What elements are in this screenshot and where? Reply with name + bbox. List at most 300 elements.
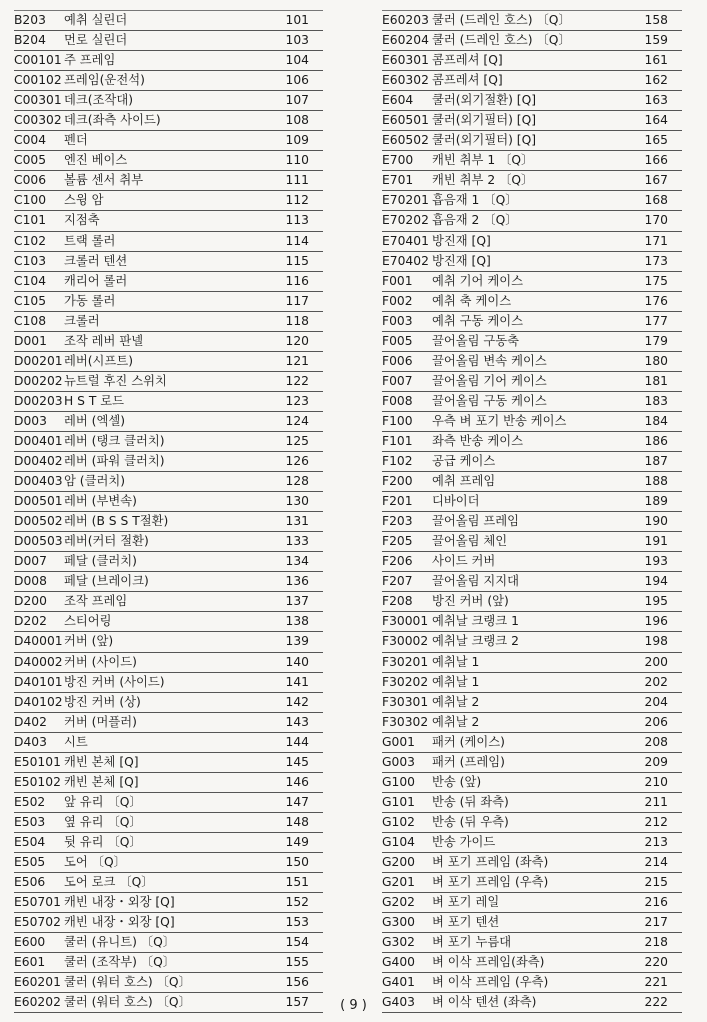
part-name: 쿨러(외기절환) [Q] bbox=[432, 93, 537, 108]
part-code: E504 bbox=[14, 834, 46, 849]
page-ref: 150 bbox=[285, 854, 309, 869]
part-name: 캐빈 본체 [Q] bbox=[64, 774, 139, 789]
page-ref: 120 bbox=[285, 333, 309, 348]
part-code: F30002 bbox=[382, 634, 429, 649]
index-row bbox=[14, 232, 323, 252]
page-ref: 171 bbox=[644, 233, 668, 248]
part-code: C100 bbox=[14, 193, 47, 208]
index-row bbox=[14, 793, 323, 813]
part-code: F208 bbox=[382, 594, 413, 609]
part-code: G300 bbox=[382, 915, 415, 930]
page-ref: 193 bbox=[644, 554, 668, 569]
part-code: D00401 bbox=[14, 433, 63, 448]
part-name: 우측 벼 포기 반송 케이스 bbox=[432, 413, 567, 428]
part-code: C00302 bbox=[14, 113, 62, 128]
part-name: 쿨러(외기필터) [Q] bbox=[432, 113, 537, 128]
part-name: 쿨러 (드레인 호스) 〔Q〕 bbox=[432, 33, 571, 48]
part-code: E60201 bbox=[14, 975, 61, 990]
part-name: 방진 커버 (상) bbox=[64, 694, 141, 709]
part-code: C103 bbox=[14, 253, 47, 268]
part-code: D403 bbox=[14, 734, 47, 749]
index-row bbox=[14, 191, 323, 211]
part-code: D40101 bbox=[14, 674, 63, 689]
part-name: 쿨러 (유니트) 〔Q〕 bbox=[64, 935, 176, 950]
index-row bbox=[14, 733, 323, 753]
part-code: E60204 bbox=[382, 33, 429, 48]
part-code: B204 bbox=[14, 33, 46, 48]
part-code: C102 bbox=[14, 233, 47, 248]
part-code: C00101 bbox=[14, 53, 62, 68]
page-ref: 128 bbox=[285, 474, 309, 489]
part-code: D00501 bbox=[14, 494, 63, 509]
index-row bbox=[14, 713, 323, 733]
part-code: C105 bbox=[14, 293, 47, 308]
part-code: F102 bbox=[382, 454, 413, 469]
index-row bbox=[382, 91, 682, 111]
page-ref: 144 bbox=[285, 734, 309, 749]
part-code: E701 bbox=[382, 173, 414, 188]
page-ref: 183 bbox=[644, 393, 668, 408]
index-row bbox=[382, 653, 682, 673]
page-ref: 202 bbox=[644, 674, 668, 689]
page-ref: 204 bbox=[644, 694, 668, 709]
part-code: F005 bbox=[382, 333, 413, 348]
part-code: E700 bbox=[382, 153, 414, 168]
part-name: 좌측 반송 케이스 bbox=[432, 433, 523, 448]
part-name: 레버(커터 절환) bbox=[64, 534, 149, 549]
index-row bbox=[14, 71, 323, 91]
part-name: 뉴트럴 후진 스위치 bbox=[64, 373, 167, 388]
part-name: 지점축 bbox=[64, 213, 100, 228]
index-row bbox=[14, 492, 323, 512]
part-code: G102 bbox=[382, 814, 415, 829]
part-name: 패커 (프레임) bbox=[432, 754, 505, 769]
page-ref: 214 bbox=[644, 854, 668, 869]
page-ref: 110 bbox=[285, 153, 309, 168]
part-name: 예취날 크랭크 2 bbox=[432, 634, 519, 649]
part-name: 캐빈 취부 1 〔Q〕 bbox=[432, 153, 534, 168]
index-row bbox=[382, 512, 682, 532]
page-ref: 188 bbox=[644, 474, 668, 489]
page-ref: 206 bbox=[644, 714, 668, 729]
part-name: 트랙 롤러 bbox=[64, 233, 116, 248]
part-code: F206 bbox=[382, 554, 413, 569]
page-ref: 151 bbox=[285, 875, 309, 890]
part-code: F007 bbox=[382, 373, 413, 388]
part-name: 끌어올림 구동축 bbox=[432, 333, 520, 348]
index-row bbox=[382, 51, 682, 71]
index-row bbox=[382, 412, 682, 432]
index-row bbox=[14, 392, 323, 412]
part-code: F003 bbox=[382, 313, 413, 328]
part-code: E60203 bbox=[382, 13, 429, 27]
part-name: 끌어올림 기어 케이스 bbox=[432, 373, 547, 388]
page-ref: 101 bbox=[285, 13, 309, 27]
part-code: G403 bbox=[382, 995, 415, 1010]
page-ref: 215 bbox=[644, 875, 668, 890]
index-row bbox=[382, 312, 682, 332]
page-ref: 176 bbox=[644, 293, 668, 308]
index-row bbox=[382, 252, 682, 272]
index-row bbox=[14, 632, 323, 652]
page-ref: 213 bbox=[644, 834, 668, 849]
page-ref: 125 bbox=[285, 433, 309, 448]
page-ref: 124 bbox=[285, 413, 309, 428]
page-ref: 162 bbox=[644, 73, 668, 88]
part-name: 앞 유리 〔Q〕 bbox=[64, 794, 142, 809]
page-ref: 133 bbox=[285, 534, 309, 549]
index-row bbox=[14, 512, 323, 532]
part-name: 캐빈 내장・외장 [Q] bbox=[64, 895, 175, 910]
page-ref: 163 bbox=[644, 93, 668, 108]
part-code: D402 bbox=[14, 714, 47, 729]
page-ref: 139 bbox=[285, 634, 309, 649]
part-name: 예취날 1 bbox=[432, 654, 480, 669]
part-name: 커버 (사이드) bbox=[64, 654, 137, 669]
index-row bbox=[382, 171, 682, 191]
part-code: E50702 bbox=[14, 915, 61, 930]
part-name: 벼 포기 텐션 bbox=[432, 915, 500, 930]
part-name: 예취 축 케이스 bbox=[432, 293, 512, 308]
part-name: 레버 (파워 클러치) bbox=[64, 454, 165, 469]
index-row bbox=[14, 612, 323, 632]
index-row bbox=[382, 452, 682, 472]
page-ref: 164 bbox=[644, 113, 668, 128]
part-code: E70201 bbox=[382, 193, 429, 208]
page-ref: 137 bbox=[285, 594, 309, 609]
part-code: F30302 bbox=[382, 714, 429, 729]
part-code: E601 bbox=[14, 955, 46, 970]
part-name: 방진 커버 (앞) bbox=[432, 594, 509, 609]
part-name: 예취 프레임 bbox=[432, 474, 496, 489]
part-code: G200 bbox=[382, 854, 415, 869]
part-name: 끌어올림 체인 bbox=[432, 534, 508, 549]
index-row bbox=[14, 332, 323, 352]
page-ref: 194 bbox=[644, 574, 668, 589]
part-code: D00403 bbox=[14, 474, 63, 489]
part-name: 벼 포기 레일 bbox=[432, 895, 500, 910]
part-name: 벼 이삭 프레임(좌측) bbox=[432, 955, 545, 970]
index-column-right bbox=[382, 10, 682, 1013]
part-name: 쿨러 (워터 호스) 〔Q〕 bbox=[64, 975, 191, 990]
part-name: 예취날 2 bbox=[432, 714, 480, 729]
index-row bbox=[14, 472, 323, 492]
page-ref: 208 bbox=[644, 734, 668, 749]
page-ref: 143 bbox=[285, 714, 309, 729]
part-code: E60302 bbox=[382, 73, 429, 88]
part-name: 데크(조작대) bbox=[64, 93, 133, 108]
part-code: F200 bbox=[382, 474, 413, 489]
index-row bbox=[14, 10, 323, 31]
part-code: E50101 bbox=[14, 754, 61, 769]
index-row bbox=[382, 693, 682, 713]
part-code: C108 bbox=[14, 313, 47, 328]
page-ref: 167 bbox=[644, 173, 668, 188]
part-name: 사이드 커버 bbox=[432, 554, 496, 569]
index-row bbox=[382, 232, 682, 252]
part-code: E60502 bbox=[382, 133, 429, 148]
part-code: E604 bbox=[382, 93, 414, 108]
part-name: 디바이더 bbox=[432, 494, 480, 509]
part-name: 크롤러 텐션 bbox=[64, 253, 128, 268]
part-code: G100 bbox=[382, 774, 415, 789]
page-ref: 148 bbox=[285, 814, 309, 829]
page-ref: 141 bbox=[285, 674, 309, 689]
part-name: 먼로 실린더 bbox=[64, 33, 128, 48]
index-row bbox=[382, 592, 682, 612]
page-ref: 115 bbox=[285, 253, 309, 268]
part-name: 벼 이삭 텐션 (좌측) bbox=[432, 995, 537, 1010]
page-ref: 175 bbox=[644, 273, 668, 288]
index-row bbox=[382, 833, 682, 853]
part-name: 벼 포기 프레임 (우측) bbox=[432, 875, 549, 890]
page-ref: 173 bbox=[644, 253, 668, 268]
page-ref: 200 bbox=[644, 654, 668, 669]
index-row bbox=[14, 151, 323, 171]
part-code: G202 bbox=[382, 895, 415, 910]
part-name: 콤프레셔 [Q] bbox=[432, 53, 503, 68]
part-code: C004 bbox=[14, 133, 47, 148]
part-name: 벼 포기 프레임 (좌측) bbox=[432, 854, 549, 869]
part-code: G201 bbox=[382, 875, 415, 890]
page-ref: 210 bbox=[644, 774, 668, 789]
page-ref: 142 bbox=[285, 694, 309, 709]
part-code: C00301 bbox=[14, 93, 62, 108]
index-row bbox=[382, 753, 682, 773]
page-ref: 211 bbox=[644, 794, 668, 809]
index-row bbox=[382, 673, 682, 693]
index-row bbox=[382, 71, 682, 91]
part-name: 방진재 [Q] bbox=[432, 253, 491, 268]
index-row bbox=[382, 432, 682, 452]
page-number: ( 9 ) bbox=[340, 998, 367, 1013]
part-name: 방진 커버 (사이드) bbox=[64, 674, 165, 689]
page-ref: 145 bbox=[285, 754, 309, 769]
part-code: D40002 bbox=[14, 654, 63, 669]
part-code: D003 bbox=[14, 413, 47, 428]
part-code: C00102 bbox=[14, 73, 62, 88]
index-row bbox=[14, 753, 323, 773]
part-code: F203 bbox=[382, 514, 413, 529]
index-row bbox=[14, 292, 323, 312]
index-row bbox=[14, 973, 323, 993]
part-name: 페달 (클러치) bbox=[64, 554, 137, 569]
page-ref: 136 bbox=[285, 574, 309, 589]
page-ref: 187 bbox=[644, 454, 668, 469]
part-name: 예취 실린더 bbox=[64, 13, 128, 27]
index-row bbox=[382, 332, 682, 352]
page-ref: 189 bbox=[644, 494, 668, 509]
page-ref: 157 bbox=[285, 995, 309, 1010]
page-ref: 180 bbox=[644, 353, 668, 368]
part-code: F30001 bbox=[382, 614, 429, 629]
part-name: 커버 (머플러) bbox=[64, 714, 137, 729]
index-row bbox=[14, 432, 323, 452]
part-code: D00402 bbox=[14, 454, 63, 469]
part-code: F002 bbox=[382, 293, 413, 308]
page-ref: 111 bbox=[285, 173, 309, 188]
part-code: D007 bbox=[14, 554, 47, 569]
page-ref: 154 bbox=[285, 935, 309, 950]
part-name: 벼 포기 누름대 bbox=[432, 935, 512, 950]
page-ref: 153 bbox=[285, 915, 309, 930]
part-name: 엔진 베이스 bbox=[64, 153, 128, 168]
part-name: 흡음재 1 〔Q〕 bbox=[432, 193, 518, 208]
index-row bbox=[382, 352, 682, 372]
page-ref: 116 bbox=[285, 273, 309, 288]
index-row bbox=[14, 452, 323, 472]
part-name: 끌어올림 프레임 bbox=[432, 514, 520, 529]
index-row bbox=[382, 793, 682, 813]
index-row bbox=[382, 612, 682, 632]
page-ref: 147 bbox=[285, 794, 309, 809]
page-ref: 149 bbox=[285, 834, 309, 849]
index-row bbox=[382, 272, 682, 292]
page-ref: 140 bbox=[285, 654, 309, 669]
part-name: 암 (클러치) bbox=[64, 474, 126, 489]
page-ref: 217 bbox=[644, 915, 668, 930]
index-row bbox=[382, 813, 682, 833]
part-code: G003 bbox=[382, 754, 415, 769]
part-name: 스윙 암 bbox=[64, 193, 104, 208]
page-ref: 112 bbox=[285, 193, 309, 208]
index-row bbox=[382, 191, 682, 211]
index-row bbox=[382, 632, 682, 652]
page-ref: 117 bbox=[285, 293, 309, 308]
index-row bbox=[14, 91, 323, 111]
page-ref: 109 bbox=[285, 133, 309, 148]
index-row bbox=[14, 693, 323, 713]
index-row bbox=[382, 733, 682, 753]
index-row bbox=[14, 31, 323, 51]
page-ref: 106 bbox=[285, 73, 309, 88]
part-code: F205 bbox=[382, 534, 413, 549]
page-ref: 212 bbox=[644, 814, 668, 829]
part-name: 주 프레임 bbox=[64, 53, 116, 68]
part-name: 예취날 1 bbox=[432, 674, 480, 689]
page-ref: 222 bbox=[644, 995, 668, 1010]
part-name: 레버 (부변속) bbox=[64, 494, 137, 509]
part-name: 도어 로크 〔Q〕 bbox=[64, 875, 154, 890]
part-name: 예취날 2 bbox=[432, 694, 480, 709]
page-ref: 166 bbox=[644, 153, 668, 168]
part-code: G302 bbox=[382, 935, 415, 950]
page-ref: 165 bbox=[644, 133, 668, 148]
part-code: D008 bbox=[14, 574, 47, 589]
part-code: E503 bbox=[14, 814, 46, 829]
part-code: E505 bbox=[14, 854, 46, 869]
part-code: F008 bbox=[382, 393, 413, 408]
page-ref: 179 bbox=[644, 333, 668, 348]
part-name: 쿨러 (조작부) 〔Q〕 bbox=[64, 955, 176, 970]
part-code: E70202 bbox=[382, 213, 429, 228]
part-code: E502 bbox=[14, 794, 46, 809]
index-row bbox=[14, 372, 323, 392]
index-row bbox=[382, 472, 682, 492]
index-row bbox=[382, 292, 682, 312]
part-code: E600 bbox=[14, 935, 46, 950]
part-name: 레버(시프트) bbox=[64, 353, 133, 368]
part-name: 반송 가이드 bbox=[432, 834, 496, 849]
part-name: 조작 레버 판넬 bbox=[64, 333, 144, 348]
part-code: F001 bbox=[382, 273, 413, 288]
page-ref: 130 bbox=[285, 494, 309, 509]
index-row bbox=[382, 572, 682, 592]
part-code: E60501 bbox=[382, 113, 429, 128]
index-row bbox=[382, 853, 682, 873]
index-row bbox=[382, 913, 682, 933]
part-code: D00503 bbox=[14, 534, 63, 549]
part-code: F201 bbox=[382, 494, 413, 509]
index-row bbox=[14, 51, 323, 71]
index-row bbox=[382, 111, 682, 131]
index-row bbox=[382, 552, 682, 572]
index-row bbox=[382, 773, 682, 793]
part-name: 뒷 유리 〔Q〕 bbox=[64, 834, 142, 849]
part-name: 예취 구동 케이스 bbox=[432, 313, 523, 328]
part-code: E70402 bbox=[382, 253, 429, 268]
part-code: C006 bbox=[14, 173, 47, 188]
part-code: D00201 bbox=[14, 353, 63, 368]
page-ref: 118 bbox=[285, 313, 309, 328]
page-ref: 131 bbox=[285, 514, 309, 529]
part-name: 예취날 크랭크 1 bbox=[432, 614, 519, 629]
page-ref: 220 bbox=[644, 955, 668, 970]
index-row bbox=[14, 833, 323, 853]
part-code: G001 bbox=[382, 734, 415, 749]
part-name: 끌어올림 지지대 bbox=[432, 574, 520, 589]
part-code: E50701 bbox=[14, 895, 61, 910]
index-row bbox=[382, 392, 682, 412]
page-ref: 170 bbox=[644, 213, 668, 228]
page-ref: 195 bbox=[644, 594, 668, 609]
index-row bbox=[14, 893, 323, 913]
page-ref: 155 bbox=[285, 955, 309, 970]
index-row bbox=[14, 592, 323, 612]
index-row bbox=[14, 813, 323, 833]
part-code: D001 bbox=[14, 333, 47, 348]
part-name: 캐빈 본체 [Q] bbox=[64, 754, 139, 769]
part-name: 공급 케이스 bbox=[432, 454, 496, 469]
part-name: 캐빈 내장・외장 [Q] bbox=[64, 915, 175, 930]
part-code: D00202 bbox=[14, 373, 63, 388]
part-name: 흡음재 2 〔Q〕 bbox=[432, 213, 518, 228]
index-row bbox=[382, 713, 682, 733]
index-row bbox=[14, 412, 323, 432]
part-name: 반송 (뒤 우측) bbox=[432, 814, 509, 829]
part-code: G401 bbox=[382, 975, 415, 990]
index-row bbox=[14, 312, 323, 332]
part-code: G101 bbox=[382, 794, 415, 809]
page-ref: 184 bbox=[644, 413, 668, 428]
index-row bbox=[382, 372, 682, 392]
index-row bbox=[14, 873, 323, 893]
index-row bbox=[382, 873, 682, 893]
page-ref: 198 bbox=[644, 634, 668, 649]
part-name: 끌어올림 구동 케이스 bbox=[432, 393, 547, 408]
page-ref: 161 bbox=[644, 53, 668, 68]
part-name: 쿨러 (드레인 호스) 〔Q〕 bbox=[432, 13, 571, 27]
part-code: E50102 bbox=[14, 774, 61, 789]
page-ref: 221 bbox=[644, 975, 668, 990]
index-row bbox=[14, 853, 323, 873]
part-code: C104 bbox=[14, 273, 47, 288]
part-code: D200 bbox=[14, 594, 47, 609]
index-row bbox=[382, 10, 682, 31]
index-row bbox=[382, 492, 682, 512]
part-name: 페달 (브레이크) bbox=[64, 574, 149, 589]
part-name: 끌어올림 변속 케이스 bbox=[432, 353, 547, 368]
